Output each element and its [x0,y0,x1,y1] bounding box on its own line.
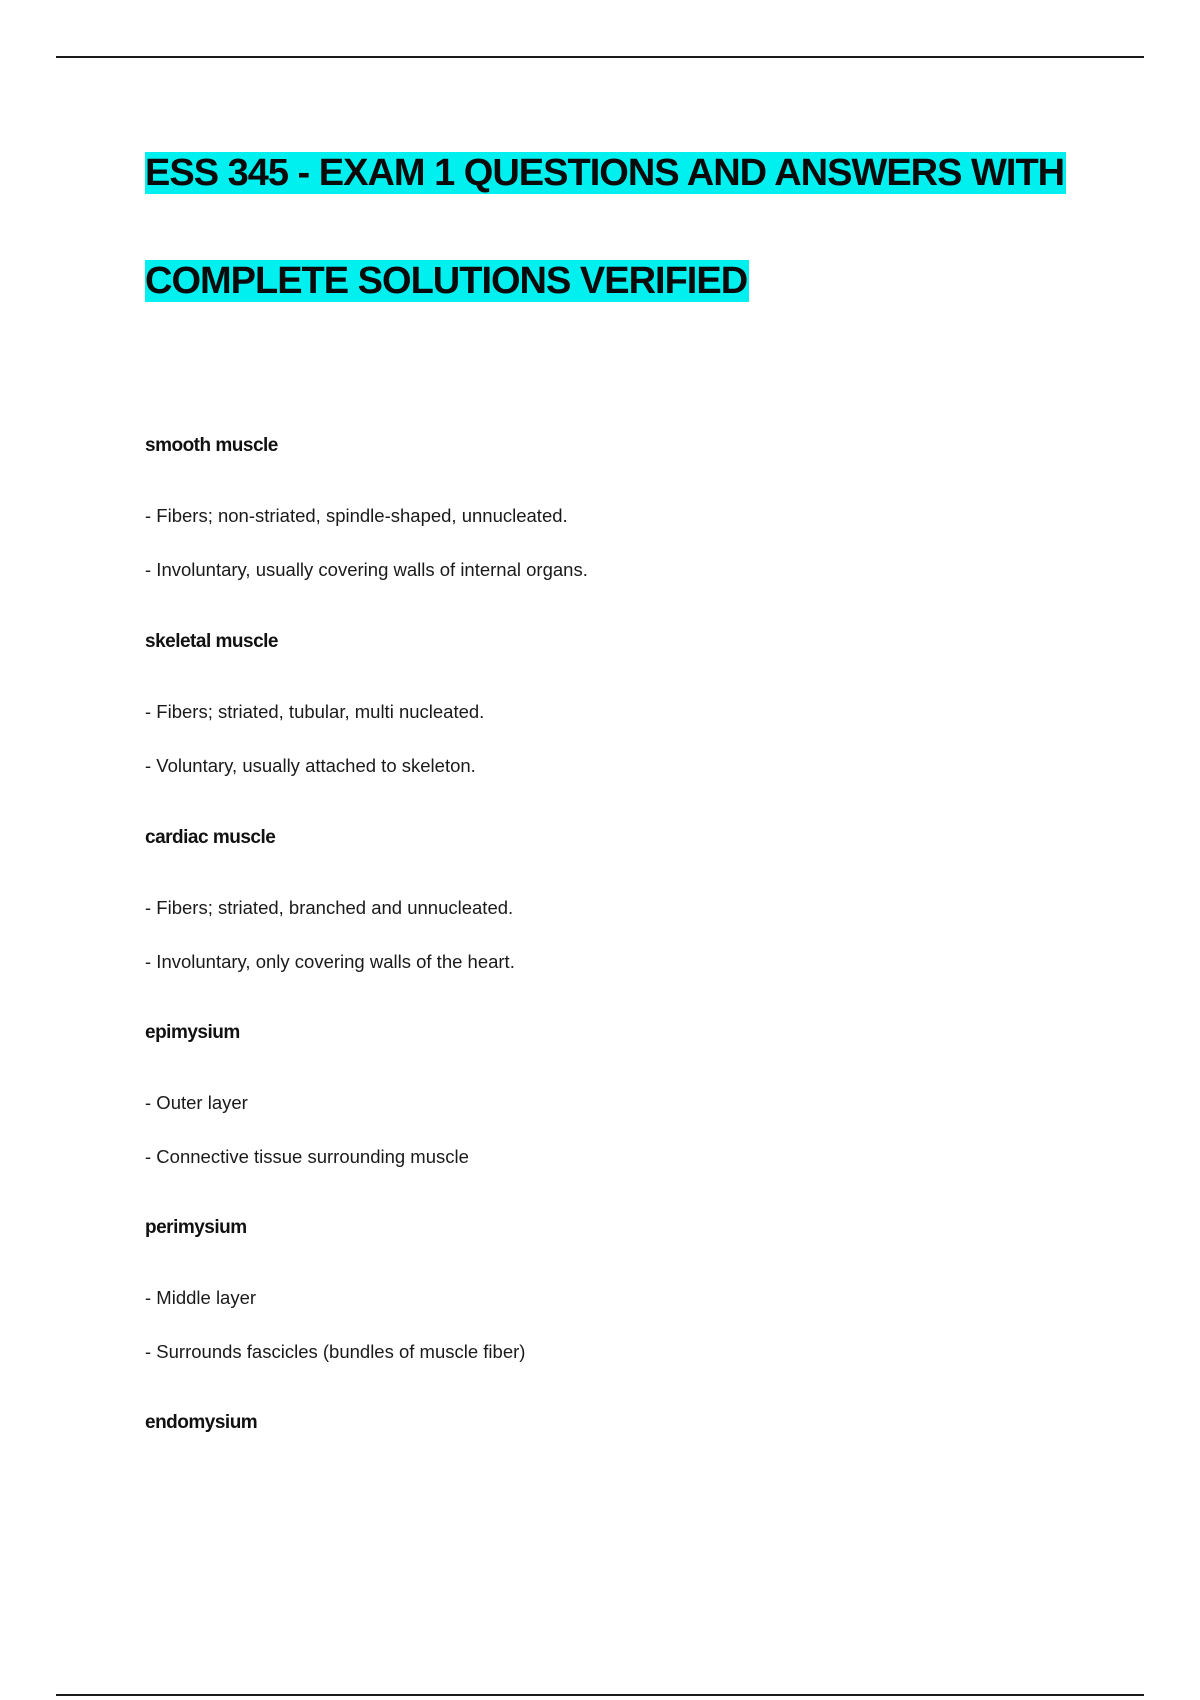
definition-skeletal-muscle-1: - Fibers; striated, tubular, multi nucleated. [145,701,485,722]
definition-skeletal-muscle-2: - Voluntary, usually attached to skeleton. [145,755,476,776]
definition-cardiac-muscle-1: - Fibers; striated, branched and unnucleated. [145,897,514,918]
title-highlight-1: ESS 345 - EXAM 1 QUESTIONS AND ANSWERS WITH [145,152,1065,194]
definition-smooth-muscle-2: - Involuntary, usually covering walls of internal organs. [145,559,588,580]
term-smooth-muscle: smooth muscle [145,435,278,456]
document-title-line-2 [145,254,749,308]
document-title-line-1 [145,146,1066,200]
term-endomysium: endomysium [145,1412,258,1433]
term-epimysium: epimysium [145,1022,240,1043]
bottom-page-rule [56,1694,1144,1696]
term-skeletal-muscle: skeletal muscle [145,631,278,652]
top-page-rule [56,56,1144,58]
definition-epimysium-2: - Connective tissue surrounding muscle [145,1146,469,1167]
definition-perimysium-2: - Surrounds fascicles (bundles of muscle fiber) [145,1341,526,1362]
definition-cardiac-muscle-2: - Involuntary, only covering walls of the heart. [145,951,515,972]
term-cardiac-muscle: cardiac muscle [145,827,276,848]
definition-perimysium-1: - Middle layer [145,1287,257,1308]
term-perimysium: perimysium [145,1217,247,1238]
definition-epimysium-1: - Outer layer [145,1092,248,1113]
definition-smooth-muscle-1: - Fibers; non-striated, spindle-shaped, unnucleated. [145,505,568,526]
title-highlight-2: COMPLETE SOLUTIONS VERIFIED [145,260,748,302]
